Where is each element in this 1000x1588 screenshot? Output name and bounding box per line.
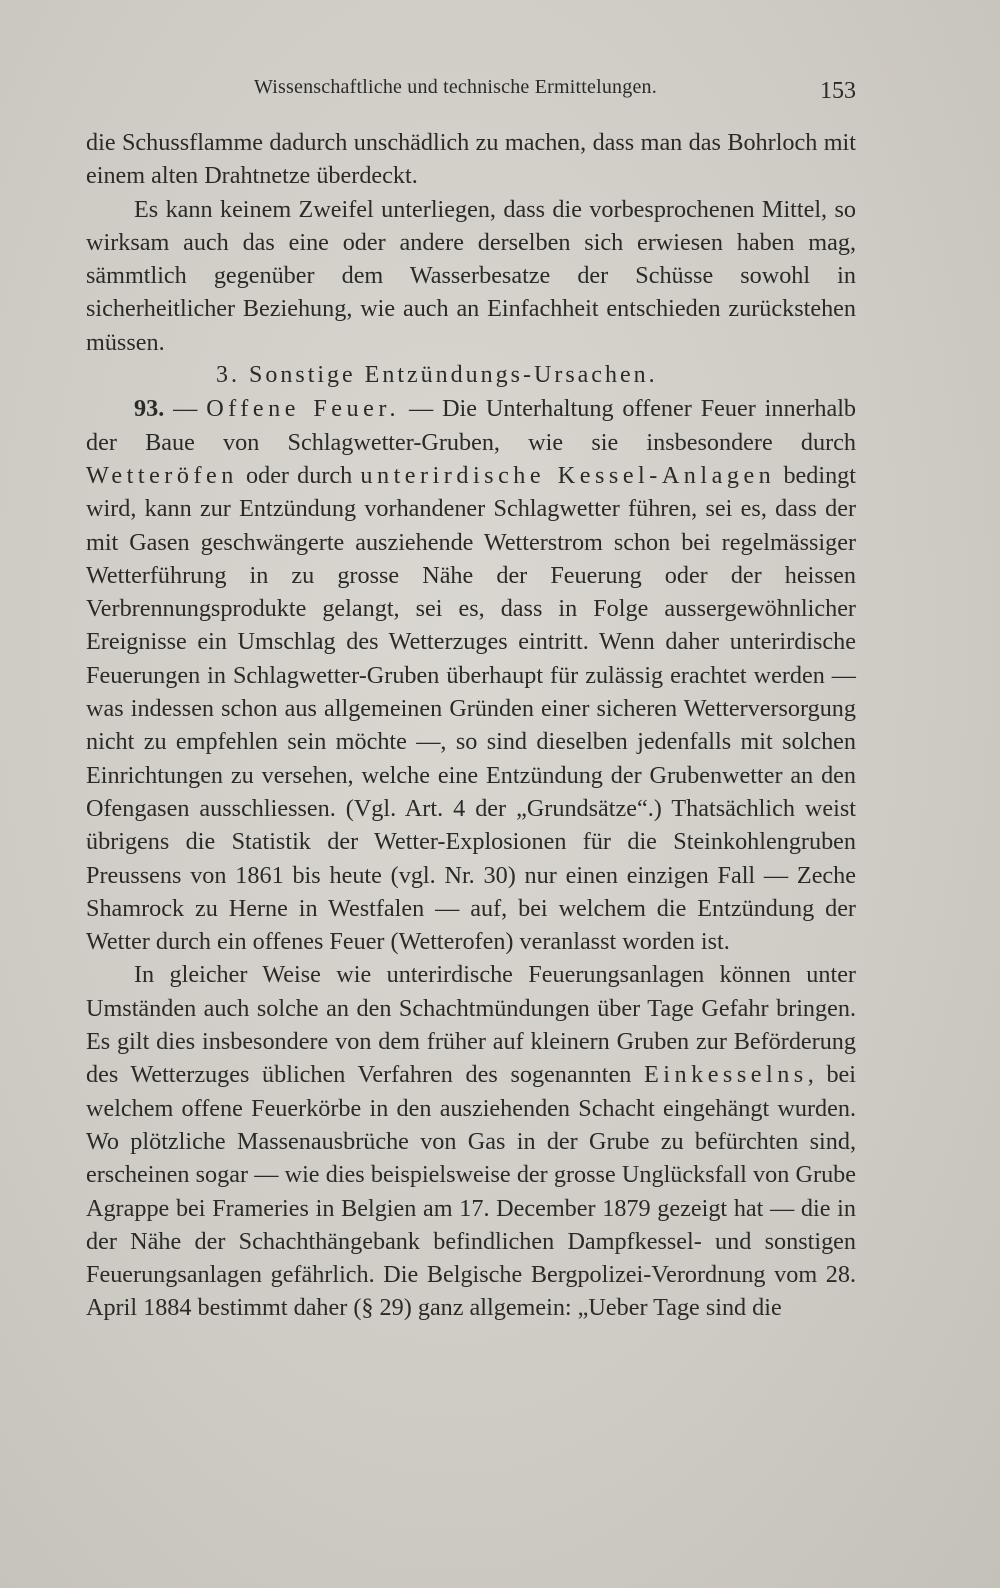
section-title: Offene Feuer. bbox=[206, 395, 401, 423]
section-dash: — bbox=[400, 395, 443, 423]
spaced-term: unterirdische Kessel-Anlagen bbox=[360, 461, 776, 489]
page-body bbox=[86, 126, 856, 1325]
section-text: oder durch bbox=[237, 461, 361, 489]
spaced-term: Wetteröfen bbox=[86, 461, 238, 489]
continuation-paragraph: die Schussflamme dadurch unschädlich zu machen, dass man das Bohrloch mit einem alten Drahtnetze überdeckt. bbox=[86, 129, 856, 190]
paragraph-text: , bei welchem offene Feuerkörbe in den ausziehenden Schacht eingehängt wurden. Wo plötzliche Massenausbrüche von Gas in der Grube zu befürchten sind, erscheinen sogar — wie dies beispielsweise der grosse Unglücksfall von Grube Agrappe bei Frameries in Belgien am 17. December 1879 gezeigt hat — die in der Nähe der Schachthängebank befindlichen Dampfkessel- und sonstigen Feuerungsanlagen gefährlich. Die Belgische Bergpolizei-Verordnung vom 28. April 1884 bestimmt daher (§ 29) ganz allgemein: „Ueber Tage sind die bbox=[86, 1061, 856, 1322]
running-head: Wissenschaftliche und technische Ermittelungen. bbox=[254, 76, 657, 98]
page-header bbox=[86, 74, 856, 104]
section-text: bedingt wird, kann zur Entzündung vorhandener Schlagwetter führen, sei es, dass der mit Gasen geschwängerte ausziehende Wetterstrom schon bei regelmässiger Wetterführung in zu grosse Nähe der Feuerung oder der heissen Verbrennungsprodukte gelangt, sei es, dass in Folge aussergewöhnlicher Ereignisse ein Umschlag des Wetterzuges eintritt. Wenn daher unterirdische Feuerungen in Schlagwetter-Gruben überhaupt für zulässig erachtet werden — was indessen schon aus allgemeinen Gründen einer sicheren Wetterversorgung nicht zu empfehlen sein möchte —, so sind dieselben jedenfalls mit solchen Einrichtungen zu versehen, welche eine Entzündung der Grubenwetter an den Ofengasen ausschliessen. (Vgl. Art. 4 der „Grundsätze“.) Thatsächlich weist übrigens die Statistik der Wetter-Explosionen für die Steinkohlengruben Preussens von 1861 bis heute (vgl. Nr. 30) nur einen einzigen Fall — Zeche Shamrock zu Herne in Westfalen — auf, bei welchem die Entzündung der Wetter durch ein offenes Feuer (Wetterofen) veranlasst worden ist. bbox=[86, 461, 856, 956]
page-number: 153 bbox=[820, 78, 856, 104]
section-dash: — bbox=[164, 395, 207, 423]
paragraph-means-comparison: Es kann keinem Zweifel unterliegen, dass die vorbesprochenen Mittel, so wirksam auch das eine oder andere derselben sich erwiesen haben mag, sämmtlich gegenüber dem Wasserbesatze der Schüsse sowohl in sicherheitlicher Beziehung, wie auch an Einfachheit entschieden zurückstehen müssen. bbox=[86, 195, 856, 356]
spaced-term: Einkesselns bbox=[644, 1061, 808, 1089]
section-93-paragraph bbox=[86, 392, 856, 958]
section-text: Die Unterhaltung offener Feuer innerhalb der Baue von Schlagwetter-Gruben, wie sie insbesondere durch bbox=[86, 395, 857, 456]
section-number: 93. bbox=[134, 395, 165, 423]
paragraph-text: In gleicher Weise wie unterirdische Feuerungsanlagen können unter Umständen auch solche an den Schachtmündungen über Tage Gefahr bringen. Es gilt dies insbesondere von dem früher auf kleinern Gruben zur Beförderung des Wetterzuges üblichen Verfahren des sogenannten bbox=[86, 961, 856, 1089]
paragraph-shaft-furnaces bbox=[86, 958, 856, 1324]
section-heading: 3. Sonstige Entzündungs-Ursachen. bbox=[216, 362, 658, 389]
